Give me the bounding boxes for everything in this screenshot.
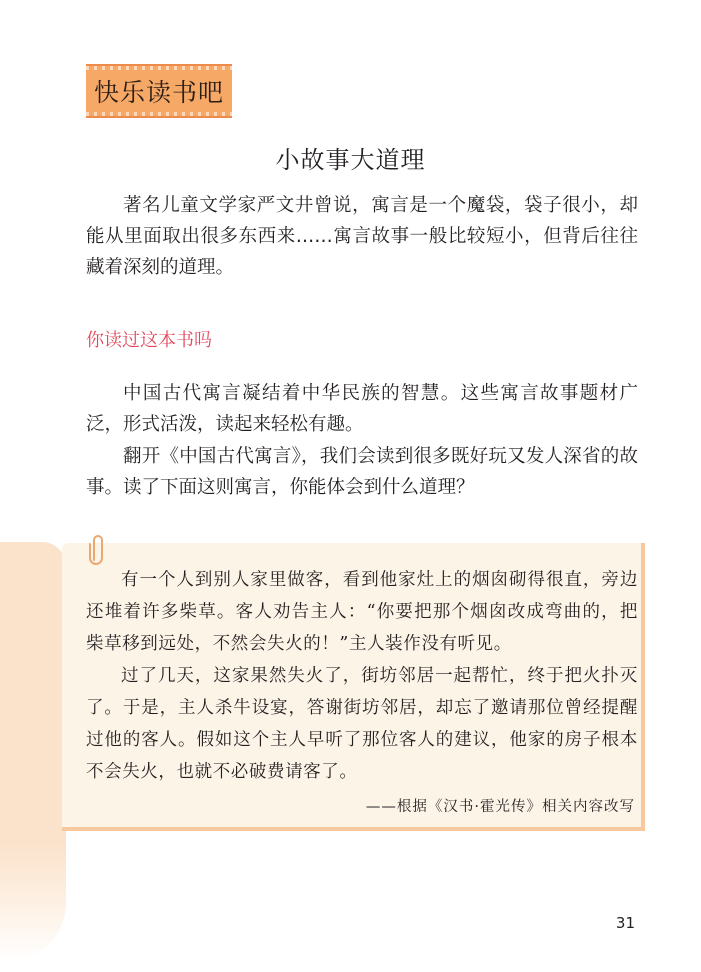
body-paragraph: 中国古代寓言凝结着中华民族的智慧。这些寓言故事题材广泛，形式活泼，读起来轻松有趣。 <box>86 383 638 435</box>
page-title: 小故事大道理 <box>275 146 426 174</box>
page-number: 31 <box>615 914 635 932</box>
subheading: 你读过这本书吗 <box>86 330 212 351</box>
story-paragraph: 过了几天，这家果然失火了，街坊邻居一起帮忙，终于把火扑灭了。于是，主人杀牛设宴，答谢街坊邻居，却忘了邀请那位曾经提醒过他的客人。假如这个主人早听了那位客人的建议，他家的房子根本不会失火，也就不必破费请客了。 <box>86 666 638 782</box>
story-paragraph: 有一个人到别人家里做客，看到他家灶上的烟囱砌得很直，旁边还堆着许多柴草。客人劝告主人：“你要把那个烟囱改成弯曲的，把柴草移到远处，不然会失火的！”主人装作没有听见。 <box>86 570 638 654</box>
note-tab-background <box>0 542 66 842</box>
source-citation: ——根据《汉书·霍光传》相关内容改写 <box>365 799 635 815</box>
intro-paragraph: 著名儿童文学家严文井曾说，寓言是一个魔袋，袋子很小，却能从里面取出很多东西来……寓言故事一般比较短小，但背后往往藏着深刻的道理。 <box>86 195 638 278</box>
section-label: 快乐读书吧 <box>86 64 232 118</box>
page-curl-decoration <box>0 842 66 962</box>
body-paragraph: 翻开《中国古代寓言》，我们会读到很多既好玩又发人深省的故事。读了下面这则寓言，你能体会到什么道理？ <box>86 446 638 498</box>
paperclip-icon <box>88 532 108 568</box>
